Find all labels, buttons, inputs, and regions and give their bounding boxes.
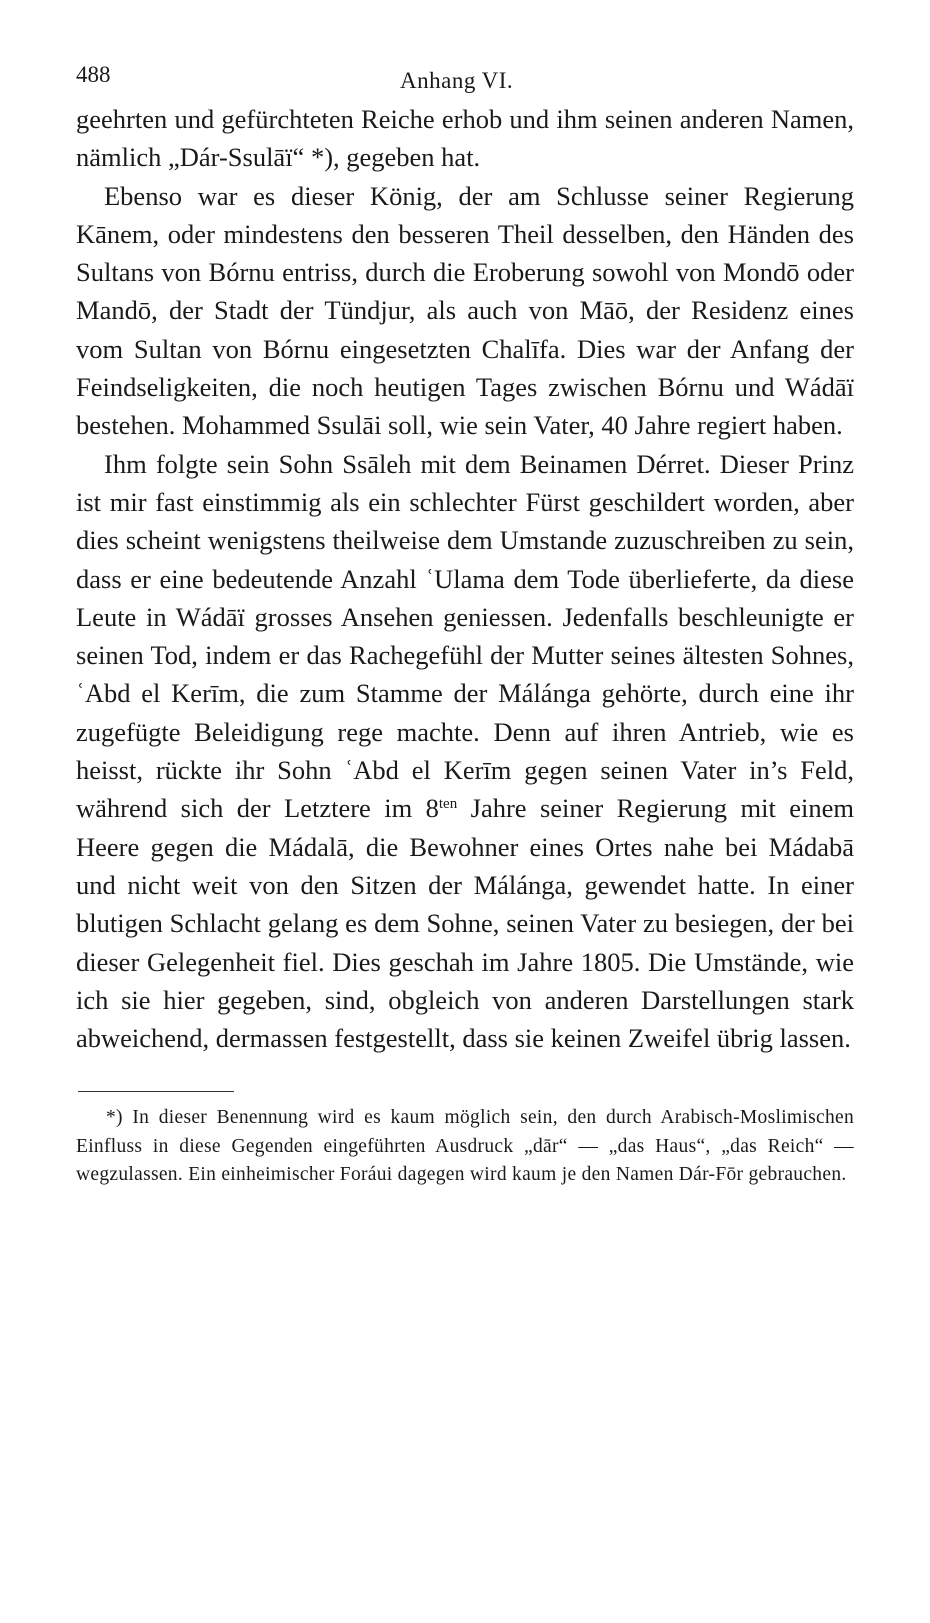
paragraph-text: Jahre seiner Regierung mit einem Heere gegen die Mádalā, die Bewohner eines Ortes nahe bei Mádabā und nicht weit von den Sitzen der Málánga, gewendet hatte. In einer blutigen Schlacht gelang es dem Sohne, seinen Vater zu besiegen, der bei dieser Gelegenheit fiel. Dies geschah im Jahre 1805. Die Umstände, wie ich sie hier gegeben, sind, obgleich von anderen Darstellungen stark abweichend, dermassen festgestellt, dass sie keinen Zweifel übrig lassen. [76, 793, 854, 1054]
page-number: 488 [76, 62, 111, 87]
body-text [76, 100, 854, 1057]
header-title: Anhang VI. [400, 68, 514, 93]
running-head [76, 60, 854, 100]
paragraph [76, 445, 854, 1058]
book-page [76, 60, 854, 1190]
footnote-rule [78, 1091, 234, 1092]
ordinal-suffix: ten [438, 796, 458, 813]
paragraph: Ebenso war es dieser König, der am Schlusse seiner Regierung Kānem, oder mindestens den besseren Theil desselben, den Händen des Sultans von Bórnu entriss, durch die Eroberung sowohl von Mondō oder Mandō, der Stadt der Tündjur, als auch von Māō, der Residenz eines vom Sultan von Bórnu eingesetzten Chalīfa. Dies war der Anfang der Feindseligkeiten, die noch heutigen Tages zwischen Bórnu und Wádāï bestehen. Mohammed Ssulāi soll, wie sein Vater, 40 Jahre regiert haben. [76, 180, 854, 441]
paragraph-continued: geehrten und gefürchteten Reiche erhob und ihm seinen anderen Namen, nämlich „Dár-Ssulāï“ *), gegeben hat. [76, 104, 854, 173]
footnote: *) In dieser Benennung wird es kaum möglich sein, den durch Arabisch-Moslimischen Einfluss in diese Gegenden eingeführten Ausdruck „dār“ — „das Haus“, „das Reich“ — wegzulassen. Ein einheimischer Foráui dagegen wird kaum je den Namen Dár-Fōr gebrauchen. [76, 1107, 854, 1186]
paragraph-text: Ihm folgte sein Sohn Ssāleh mit dem Beinamen Dérret. Dieser Prinz ist mir fast einstimmig als ein schlechter Fürst geschildert worden, aber dies scheint wenigstens theilweise dem Umstande zuzuschreiben zu sein, dass er eine bedeutende Anzahl ʿUlama dem Tode überlieferte, da diese Leute in Wádāï grosses Ansehen geniessen. Jedenfalls beschleunigte er seinen Tod, indem er das Rachegefühl der Mutter seines ältesten Sohnes, ʿAbd el Kerīm, die zum Stamme der Málánga gehörte, durch eine ihr zugefügte Beleidigung rege machte. Denn auf ihren Antrieb, wie es heisst, rückte ihr Sohn ʿAbd el Kerīm gegen seinen Vater in’s Feld, während sich der Letztere im 8 [76, 448, 854, 824]
